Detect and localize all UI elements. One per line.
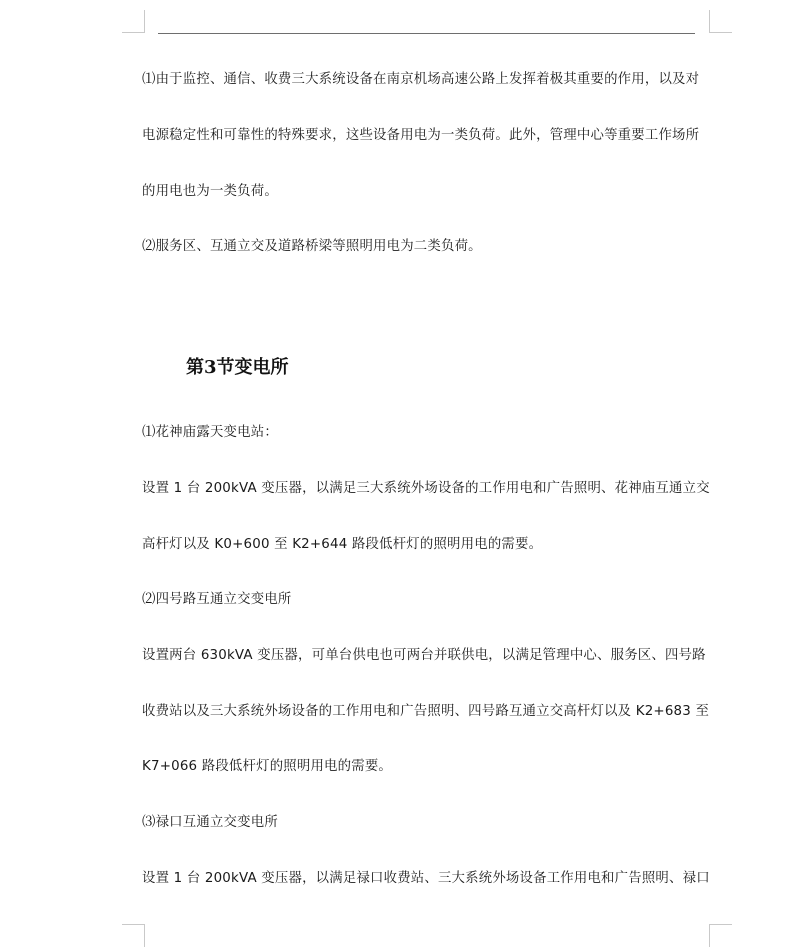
paragraph-line: 设置两台 630kVA 变压器，可单台供电也可两台并联供电，以满足管理中心、服务区、四号路 [142, 648, 706, 663]
section-heading: 第3节变电所 [186, 357, 289, 378]
header-rule [158, 33, 695, 34]
crop-mark-top-right [709, 10, 732, 33]
crop-mark-bottom-right [709, 924, 732, 947]
paragraph-line: 电源稳定性和可靠性的特殊要求，这些设备用电为一类负荷。此外，管理中心等重要工作场所 [142, 128, 700, 143]
paragraph-line: 设置 1 台 200kVA 变压器，以满足三大系统外场设备的工作用电和广告照明、花神庙互通立交 [142, 481, 710, 496]
paragraph-line: 高杆灯以及 K0+600 至 K2+644 路段低杆灯的照明用电的需要。 [142, 537, 543, 552]
paragraph-line: ⑵服务区、互通立交及道路桥梁等照明用电为二类负荷。 [142, 239, 482, 254]
paragraph-line: ⑴花神庙露天变电站： [142, 425, 278, 440]
paragraph-line: K7+066 路段低杆灯的照明用电的需要。 [142, 759, 393, 774]
crop-mark-top-left [122, 10, 145, 33]
paragraph-line: ⑴由于监控、通信、收费三大系统设备在南京机场高速公路上发挥着极其重要的作用，以及对 [142, 72, 700, 87]
paragraph-line: ⑶禄口互通立交变电所 [142, 815, 278, 830]
crop-mark-bottom-left [122, 924, 145, 947]
paragraph-line: 的用电也为一类负荷。 [142, 184, 278, 199]
paragraph-line: 设置 1 台 200kVA 变压器，以满足禄口收费站、三大系统外场设备工作用电和广告照明、禄口 [142, 871, 710, 886]
paragraph-line: 收费站以及三大系统外场设备的工作用电和广告照明、四号路互通立交高杆灯以及 K2+683 至 [142, 704, 710, 719]
paragraph-line: ⑵四号路互通立交变电所 [142, 592, 292, 607]
